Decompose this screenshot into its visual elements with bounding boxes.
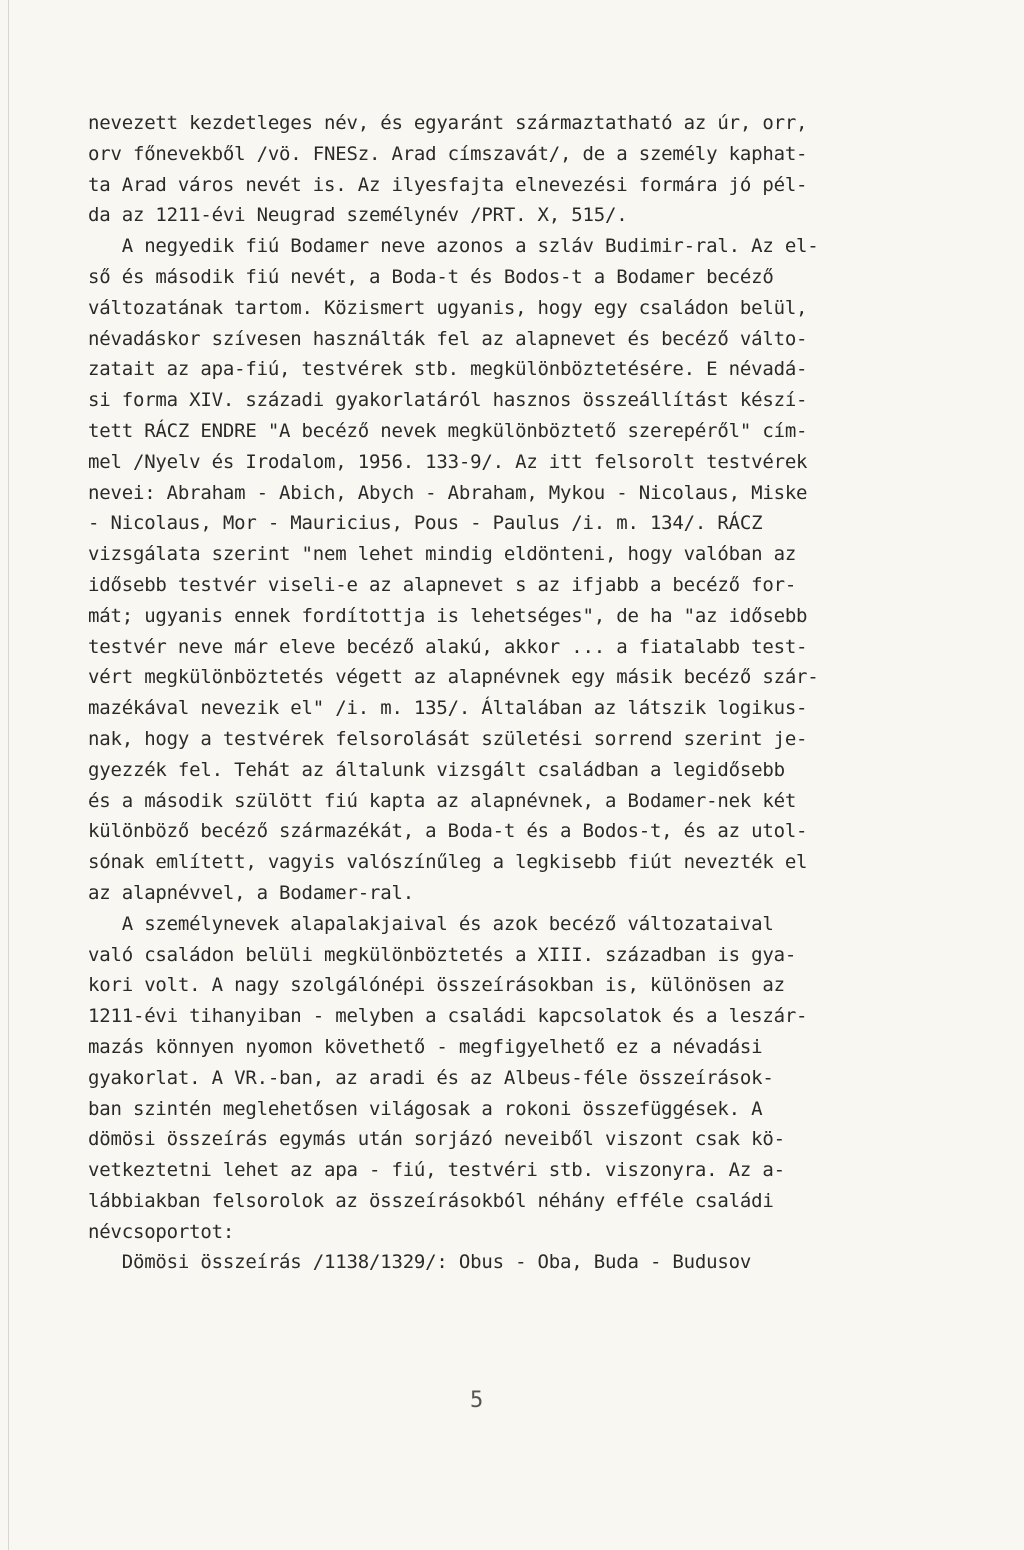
text-line: nevezett kezdetleges név, és egyaránt származtatható az úr, orr, bbox=[88, 112, 808, 134]
text-line: ső és második fiú nevét, a Boda-t és Bodos-t a Bodamer becéző bbox=[88, 265, 774, 288]
text-line: Dömösi összeírás /1138/1329/: Obus - Oba, Buda - Budusov bbox=[88, 1251, 752, 1274]
text-line: - Nicolaus, Mor - Mauricius, Pous - Paulus /i. m. 134/. RÁCZ bbox=[88, 512, 763, 535]
text-line: idősebb testvér viseli-e az alapnevet s az ifjabb a becéző for- bbox=[88, 573, 797, 596]
text-line: és a második szülött fiú kapta az alapnévnek, a Bodamer-nek két bbox=[88, 789, 797, 812]
text-line: mát; ugyanis ennek fordítottja is lehetséges", de ha "az idősebb bbox=[88, 604, 808, 627]
text-line: tett RÁCZ ENDRE "A becéző nevek megkülönböztető szerepéről" cím- bbox=[88, 419, 808, 442]
text-line: mel /Nyelv és Irodalom, 1956. 133-9/. Az itt felsorolt testvérek bbox=[88, 450, 808, 473]
text-line: változatának tartom. Közismert ugyanis, hogy egy családon belül, bbox=[88, 296, 808, 319]
text-line: az alapnévvel, a Bodamer-ral. bbox=[88, 881, 414, 904]
text-line: gyezzék fel. Tehát az általunk vizsgált családban a legidősebb bbox=[88, 758, 785, 781]
text-line: mazás könnyen nyomon követhető - megfigyelhető ez a névadási bbox=[88, 1035, 763, 1058]
text-line: való családon belüli megkülönböztetés a XIII. században is gya- bbox=[88, 943, 797, 966]
text-line: nak, hogy a testvérek felsorolását születési sorrend szerint je- bbox=[88, 727, 808, 750]
page-edge bbox=[8, 0, 9, 1550]
text-line: 1211-évi tihanyiban - melyben a családi kapcsolatok és a leszár- bbox=[88, 1005, 808, 1028]
text-line: orv főnevekből /vö. FNESz. Arad címszavát/, de a személy kaphat- bbox=[88, 142, 808, 165]
text-line: különböző becéző származékát, a Boda-t és a Bodos-t, és az utol- bbox=[88, 820, 808, 843]
text-line: névadáskor szívesen használták fel az alapnevet és becéző válto- bbox=[88, 327, 808, 350]
text-line: A személynevek alapalakjaival és azok becéző változataival bbox=[88, 912, 774, 935]
text-line: testvér neve már eleve becéző alakú, akkor ... a fiatalabb test- bbox=[88, 635, 808, 658]
text-line: zatait az apa-fiú, testvérek stb. megkülönböztetésére. E névadá- bbox=[88, 358, 808, 381]
text-line: névcsoportot: bbox=[88, 1220, 235, 1243]
page-number: 5 bbox=[470, 1388, 484, 1413]
text-line: vetkeztetni lehet az apa - fiú, testvéri stb. viszonyra. Az a- bbox=[88, 1159, 785, 1182]
text-line: ta Arad város nevét is. Az ilyesfajta elnevezési formára jó pél- bbox=[88, 173, 808, 196]
text-line: ban szintén meglehetősen világosak a rokoni összefüggések. A bbox=[88, 1097, 763, 1120]
text-line: vizsgálata szerint "nem lehet mindig eldönteni, hogy valóban az bbox=[88, 543, 797, 566]
text-line: da az 1211-évi Neugrad személynév /PRT. X, 515/. bbox=[88, 204, 628, 227]
text-line: lábbiakban felsorolok az összeírásokból néhány efféle családi bbox=[88, 1189, 774, 1212]
text-line: kori volt. A nagy szolgálónépi összeírásokban is, különösen az bbox=[88, 974, 785, 997]
text-line: sónak említett, vagyis valószínűleg a legkisebb fiút nevezték el bbox=[88, 851, 808, 874]
text-line: vért megkülönböztetés végett az alapnévnek egy másik becéző szár- bbox=[88, 666, 819, 689]
text-line: si forma XIV. századi gyakorlatáról hasznos összeállítást készí- bbox=[88, 389, 808, 412]
text-line: mazékával nevezik el" /i. m. 135/. Általában az látszik logikus- bbox=[88, 697, 808, 720]
text-line: dömösi összeírás egymás után sorjázó neveiből viszont csak kö- bbox=[88, 1128, 785, 1151]
body-text bbox=[88, 108, 938, 1278]
text-line: gyakorlat. A VR.-ban, az aradi és az Albeus-féle összeírások- bbox=[88, 1066, 774, 1089]
text-line: nevei: Abraham - Abich, Abych - Abraham, Mykou - Nicolaus, Miske bbox=[88, 481, 808, 504]
text-line: A negyedik fiú Bodamer neve azonos a szláv Budimir-ral. Az el- bbox=[88, 235, 819, 258]
